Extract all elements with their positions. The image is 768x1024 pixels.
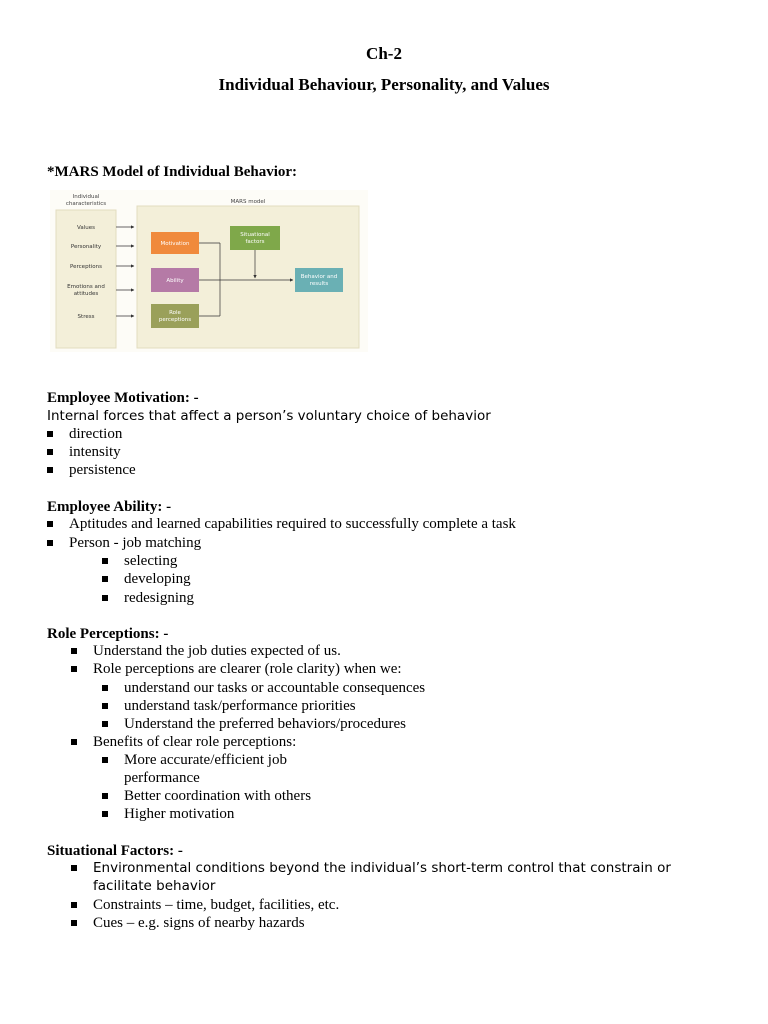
bullet-icon [102,793,108,799]
bullet-icon [71,920,77,926]
role-label-1: Role [169,310,181,316]
motivation-label: Motivation [160,241,190,247]
char-stress: Stress [77,314,95,320]
bullet-icon [102,558,108,564]
bullet-icon [102,721,108,727]
chapter-number: Ch-2 [366,44,402,63]
role-heading: Role Perceptions: - [47,626,169,642]
bullet-icon [47,540,53,546]
bullet-icon [102,576,108,582]
bullet-icon [71,666,77,672]
bullet-icon [71,648,77,654]
bullet-icon [47,449,53,455]
char-perceptions: Perceptions [70,264,102,270]
behavior-box [295,268,343,292]
situational-label-1: Situational [240,232,270,238]
role-box [151,304,199,328]
mars-model-diagram [50,190,368,352]
motivation-heading: Employee Motivation: - [47,390,199,406]
characteristics-title-1: Individual [72,194,100,200]
bullet-icon [47,467,53,473]
characteristics-title-2: characteristics [65,201,107,207]
char-personality: Personality [70,244,102,250]
bullet-icon [71,865,77,871]
page-title: Individual Behaviour, Personality, and Values [218,75,550,94]
situational-box [230,226,280,250]
bullet-icon [71,902,77,908]
char-values: Values [77,225,95,231]
behavior-label-1: Behavior and [300,274,338,280]
behavior-label-2: results [309,281,329,287]
bullet-icon [102,811,108,817]
bullet-icon [47,431,53,437]
mars-panel-title: MARS model [230,199,266,205]
char-emotions: Emotions and [67,284,105,290]
ability-heading: Employee Ability: - [47,499,172,515]
bullet-icon [47,521,53,527]
bullet-icon [71,739,77,745]
situational-heading: Situational Factors: - [47,843,183,859]
mars-heading: *MARS Model of Individual Behavior: [47,164,298,180]
bullet-icon [102,595,108,601]
ability-label: Ability [166,278,184,284]
bullet-icon [102,757,108,763]
bullet-icon [102,685,108,691]
char-attitudes: attitudes [73,291,99,297]
situational-label-2: factors [245,239,265,245]
role-label-2: perceptions [158,317,192,323]
bullet-icon [102,703,108,709]
motivation-definition: Internal forces that affect a person’s voluntary choice of behavior [47,408,491,424]
